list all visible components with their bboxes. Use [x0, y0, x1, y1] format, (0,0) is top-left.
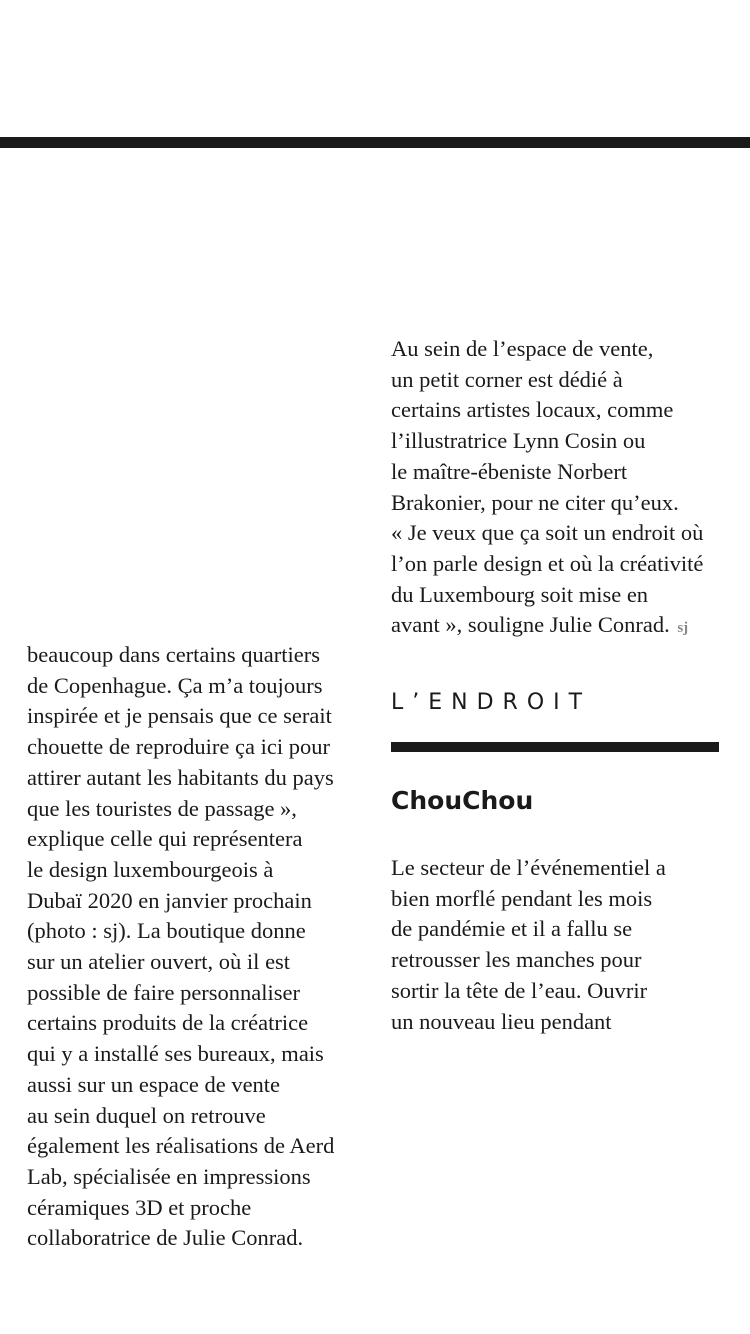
text-line: inspirée et je pensais que ce serait	[27, 703, 332, 729]
text-line: au sein duquel on retrouve	[27, 1102, 266, 1128]
text-line: de Copenhague. Ça m’a toujours	[27, 672, 323, 698]
text-line: aussi sur un espace de vente	[27, 1071, 281, 1097]
text-line: (photo : sj). La boutique donne	[27, 918, 306, 944]
text-line: retrousser les manches pour	[391, 947, 642, 973]
text-line: Le secteur de l’événementiel a	[391, 855, 666, 880]
text-line: un petit corner est dédié à	[391, 366, 623, 392]
top-divider	[0, 137, 750, 148]
article-left-column	[27, 640, 362, 1254]
text-line: également les réalisations de Aerd	[27, 1133, 335, 1159]
text-line-last	[391, 610, 741, 644]
text-line: que les touristes de passage »,	[27, 795, 297, 821]
text-line: explique celle qui représentera	[27, 826, 303, 852]
section-kicker: L’ENDROIT	[391, 690, 592, 715]
text-line: « Je veux que ça soit un endroit où	[391, 520, 704, 546]
text-line: collaboratrice de Julie Conrad.	[27, 1225, 304, 1251]
author-signature: sj	[677, 620, 689, 637]
text-line: Dubaï 2020 en janvier prochain	[27, 887, 312, 913]
text-line: certains artistes locaux, comme	[391, 397, 674, 423]
section-title: ChouChou	[391, 786, 534, 815]
text-line: Au sein de l’espace de vente,	[391, 336, 654, 361]
text-line: chouette de reproduire ça ici pour	[27, 734, 330, 760]
text-line: attirer autant les habitants du pays	[27, 764, 334, 790]
section-divider	[391, 742, 719, 752]
text-line: sur un atelier ouvert, où il est	[27, 949, 291, 975]
text-line: bien morflé pendant les mois	[391, 885, 653, 911]
text-line: beaucoup dans certains quartiers	[27, 642, 321, 667]
text-line: certains produits de la créatrice	[27, 1010, 309, 1036]
text-line: l’on parle design et où la créativité	[391, 550, 704, 576]
text-line: un nouveau lieu pendant	[391, 1008, 612, 1034]
text-line: possible de faire personnaliser	[27, 979, 301, 1005]
text-line: sortir la tête de l’eau. Ouvrir	[391, 977, 648, 1003]
text-line-content: avant », souligne Julie Conrad.	[391, 612, 670, 638]
text-line: Lab, spécialisée en impressions	[27, 1163, 311, 1189]
article-right-column-top	[391, 334, 741, 644]
text-line: de pandémie et il a fallu se	[391, 916, 633, 942]
section-body	[391, 853, 731, 1037]
text-line: Brakonier, pour ne citer qu’eux.	[391, 489, 679, 515]
text-line: du Luxembourg soit mise en	[391, 581, 649, 607]
text-line: céramiques 3D et proche	[27, 1194, 252, 1220]
text-line: le design luxembourgeois à	[27, 856, 274, 882]
text-line: l’illustratrice Lynn Cosin ou	[391, 428, 646, 454]
text-line: le maître-ébeniste Norbert	[391, 458, 628, 484]
text-line: qui y a installé ses bureaux, mais	[27, 1041, 324, 1067]
